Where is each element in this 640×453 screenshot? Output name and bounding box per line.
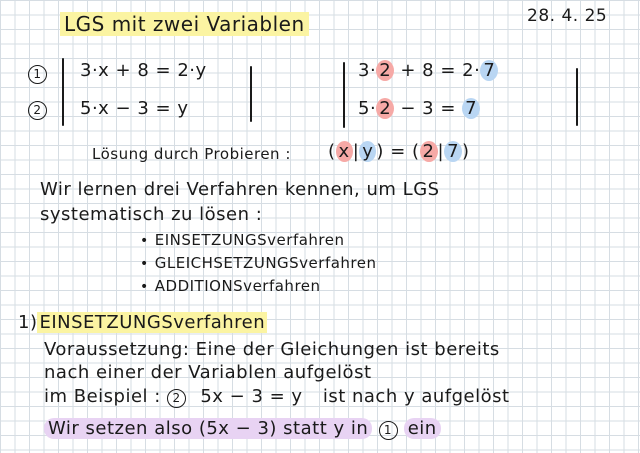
equation-2-row [28, 98, 47, 120]
example-rest: ist nach y aufgelöst [322, 386, 510, 407]
equation-2-number: 2 [28, 101, 47, 120]
section-title: EINSETZUNGSverfahren [39, 312, 266, 333]
value-separator: | [437, 141, 445, 162]
value-y: 7 [444, 141, 462, 162]
method-item [140, 254, 377, 272]
method-item [140, 231, 345, 249]
bullet-icon: • [140, 233, 149, 249]
section-number: 1) [18, 312, 38, 333]
pair-x: x [336, 141, 353, 162]
example-label: im Beispiel : [44, 386, 161, 407]
solution-pair [328, 141, 470, 162]
notes-line-2: nach einer der Variablen aufgelöst [44, 362, 372, 383]
check-equation-2 [358, 98, 480, 119]
bullet-icon: • [140, 279, 149, 295]
intro-line-1: Wir lernen drei Verfahren kennen, um LGS [40, 179, 440, 200]
check-1-mid: + 8 = 2· [394, 60, 481, 81]
date: 28. 4. 25 [527, 6, 608, 26]
check-1-x-value: 2 [376, 60, 394, 81]
check-equation-1 [358, 60, 498, 81]
pair-y: y [359, 141, 376, 162]
check-2-coef: 5· [358, 98, 377, 119]
substitution-end: ein [404, 418, 441, 439]
check-1-y-value: 7 [480, 60, 498, 81]
equation-ref-2: 2 [167, 389, 186, 408]
equals-sign: = [390, 141, 406, 162]
substitution-text: Wir setzen also (5x − 3) statt y in [44, 418, 372, 439]
method-item [140, 277, 321, 295]
equation-2: 5·x − 3 = y [80, 98, 189, 119]
check-bracket-right [576, 68, 578, 126]
paren-open: ( [328, 141, 336, 162]
bullet-icon: • [140, 256, 149, 272]
equation-1-row [28, 62, 47, 84]
example-equation: 5x − 3 = y [200, 386, 303, 407]
notes-line-3 [44, 386, 510, 408]
equation-1: 3·x + 8 = 2·y [80, 60, 207, 81]
method-label: GLEICHSETZUNGSverfahren [154, 254, 377, 272]
section-heading [18, 312, 267, 333]
system-bracket-right [250, 66, 252, 122]
check-2-x-value: 2 [376, 98, 394, 119]
method-label: ADDITIONSverfahren [154, 277, 321, 295]
intro-line-2: systematisch zu lösen : [40, 204, 263, 225]
pair-separator: | [352, 141, 360, 162]
check-2-y-value: 7 [462, 98, 480, 119]
check-2-mid: − 3 = [394, 98, 463, 119]
paren-close: ) [376, 141, 384, 162]
page-title: LGS mit zwei Variablen [60, 12, 309, 36]
notes-line-1: Voraussetzung: Eine der Gleichungen ist bereits [44, 339, 500, 360]
check-1-coef: 3· [358, 60, 377, 81]
solution-label: Lösung durch Probieren : [92, 145, 291, 163]
system-bracket-left [62, 58, 64, 126]
value-x: 2 [420, 141, 438, 162]
value-paren-close: ) [462, 141, 470, 162]
method-label: EINSETZUNGSverfahren [154, 231, 345, 249]
check-bracket-left [343, 62, 345, 128]
value-paren-open: ( [412, 141, 420, 162]
equation-1-number: 1 [28, 65, 47, 84]
notes-line-4 [44, 418, 441, 440]
equation-ref-1: 1 [379, 421, 398, 440]
